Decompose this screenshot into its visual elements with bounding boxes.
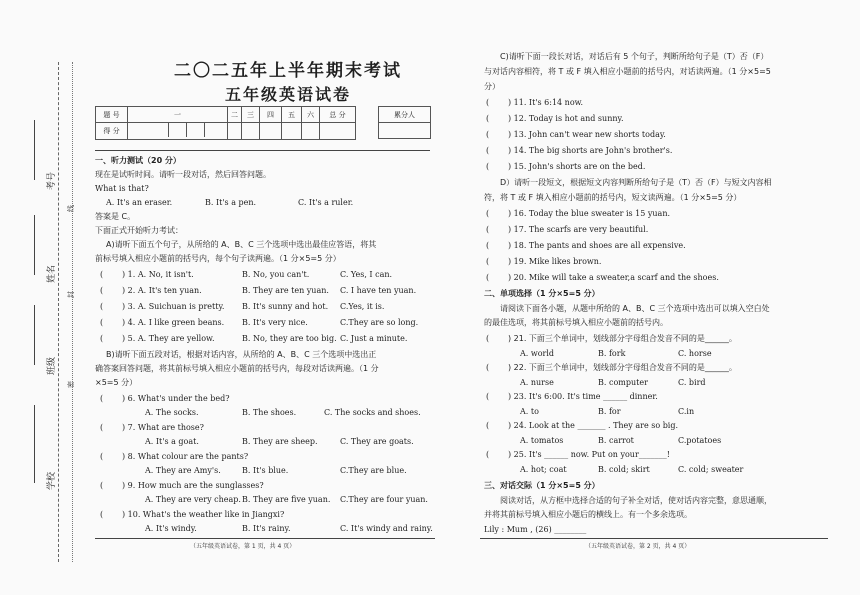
score-header-cell: 三 [242,107,260,123]
footer-divider-2 [480,538,828,539]
score-cell[interactable] [282,123,302,140]
option-c: C. It's windy and rainy. [340,524,433,533]
option-b: B. It's very nice. [242,318,308,327]
answer-bracket[interactable]: ( [100,423,104,432]
score-row-label: 得 分 [96,123,128,140]
grader-cell[interactable] [379,123,431,139]
answer-bracket[interactable]: ( [486,273,490,282]
question-14: ) 14. The big shorts are John's brother's. [508,146,673,155]
part-b-instruction-2: 确答案回答问题，将其前标号填入相应小题前的括号内，每段对话读两遍。（1 分 [95,364,379,373]
option-b: B. They are sheep. [242,437,318,446]
option-b: B. It's rainy. [242,524,291,533]
exam-subtitle: 五年级英语试卷 [224,85,351,104]
question-16: ) 16. Today the blue sweater is 15 yuan. [508,209,671,218]
score-cell[interactable] [302,123,320,140]
part-b-instruction-3: ×5=5 分） [95,378,138,387]
option-c: C. horse [678,349,712,358]
answer-bracket[interactable]: ( [486,421,490,430]
answer-bracket[interactable]: ( [486,334,490,343]
school-blank [34,405,35,483]
grader-table [378,106,431,139]
answer-bracket[interactable]: ( [486,209,490,218]
footer-divider [95,538,435,539]
cut-mark-seal: 封 [67,291,75,298]
exam-no-label: 考号 [47,171,57,190]
score-header-cell: 六 [302,107,320,123]
option-b: B. No, you can't. [242,270,310,279]
option-b: B. carrot [598,436,634,445]
question-21: ) 21. 下面三个单词中，划线部分字母组合发音不同的是______。 [508,334,737,343]
question-22: ) 22. 下面三个单词中，划线部分字母组合发音不同的是______。 [508,363,737,372]
answer-bracket[interactable]: ( [486,241,490,250]
score-header-cell: 四 [260,107,282,123]
question-10: ) 10. What's the weather like in Jiangxi? [122,510,285,519]
question-24: ) 24. Look at the _______ . They are so big. [508,421,679,430]
option-c: C. Just a minute. [340,334,408,343]
divider [95,150,430,151]
option-b: B. It's blue. [242,466,289,475]
question-15: ) 15. John's shorts are on the bed. [508,162,646,171]
score-cell[interactable] [228,123,242,140]
part-c-instruction-3: 分） [484,82,500,91]
grader-label: 累分人 [379,107,431,123]
option-b: B. cold; skirt [598,465,650,474]
option-b: B. They are ten yuan. [242,286,329,295]
question-6: ) 6. What's under the bed? [122,394,230,403]
cut-mark-secret: 密 [67,381,75,388]
question-25: ) 25. It's ______ now. Put on your_______! [508,450,670,459]
option-c: C.They are blue. [340,466,407,475]
option-b: B. It's sunny and hot. [242,302,329,311]
score-cell[interactable] [128,123,228,140]
page-footer-1: （五年级英语试卷，第 1 页，共 4 页） [190,543,296,550]
part-c-instruction-2: 与对话内容相符，将 T 或 F 填入相应小题前的括号内，对话读两遍。（1 分×5=5 [484,67,771,76]
option-b: B. The shoes. [242,408,297,417]
answer-bracket[interactable]: ( [486,162,490,171]
question-9: ) 9. How much are the sunglasses? [122,481,264,490]
option-b: B. fork [598,349,626,358]
answer-bracket[interactable]: ( [486,392,490,401]
question-18: ) 18. The pants and shoes are all expensive. [508,241,686,250]
page-footer-2: （五年级英语试卷，第 2 页，共 4 页） [585,543,691,550]
option-c: C.Yes, it is. [340,302,385,311]
question-8: ) 8. What colour are the pants? [122,452,249,461]
option-c: C.They are so long. [340,318,419,327]
seal-line [72,62,73,562]
question-23: ) 23. It's 6:00. It's time ______ dinner. [508,392,658,401]
answer-bracket[interactable]: ( [100,270,104,279]
score-table [95,106,356,140]
binding-strip [0,0,92,595]
answer-bracket[interactable]: ( [100,510,104,519]
option-c: C.potatoes [678,436,722,445]
answer-bracket[interactable]: ( [100,452,104,461]
part-a-instruction: A)请听下面五个句子，从所给的 A、B、C 三个选项中选出最佳应答语，将其 [106,240,377,249]
name-label: 姓名 [47,264,57,283]
score-cell[interactable] [260,123,282,140]
question-7: ) 7. What are those? [122,423,204,432]
answer-bracket[interactable]: ( [486,130,490,139]
dialogue-line-26: Lily : Mum , (26) ________ [484,525,587,534]
question-2: ) 2. A. It's ten yuan. [122,286,202,295]
part-d-instruction: D）请听一段短文，根据短文内容判断所给句子是（T）否（F）与短文内容相 [500,178,772,187]
score-cell[interactable] [242,123,260,140]
option-a: A. They are Amy's. [145,466,221,475]
score-header-cell: 二 [228,107,242,123]
section-2-instruction: 请阅读下面各小题，从题中所给的 A、B、C 三个选项中选出可以填入空白处 [500,304,770,313]
cut-mark-line: 线 [67,205,75,212]
question-12: ) 12. Today is hot and sunny. [508,114,624,123]
question-4: ) 4. A. I like green beans. [122,318,225,327]
score-header-cell: 总 分 [320,107,356,123]
answer-bracket[interactable]: ( [100,318,104,327]
question-19: ) 19. Mike likes brown. [508,257,602,266]
question-17: ) 17. The scarfs are very beautiful. [508,225,649,234]
answer-bracket[interactable]: ( [486,257,490,266]
part-c-instruction: C)请听下面一段长对话，对话后有 5 个句子，判断所给句子是（T）否（F） [500,52,769,61]
answer-bracket[interactable]: ( [100,334,104,343]
section-3-instruction-2: 并将其前标号填入相应小题后的横线上。有一个多余选项。 [484,510,692,519]
question-3: ) 3. A. Suichuan is pretty. [122,302,225,311]
option-b: B. computer [598,378,648,387]
option-a: A. to [520,407,539,416]
option-c: C. bird [678,378,706,387]
part-b-instruction: B)请听下面五段对话，根据对话内容，从所给的 A、B、C 三个选项中选出正 [106,350,377,359]
section-3-instruction: 阅读对话，从方框中选择合适的句子补全对话，使对话内容完整，意思通顺， [500,496,772,505]
class-blank [34,305,35,365]
cut-line [58,62,59,562]
option-a: A. The socks. [145,408,199,417]
listening-start: 下面正式开始听力考试： [95,226,183,235]
answer-bracket[interactable]: ( [486,450,490,459]
example-question: What is that? [95,184,149,193]
section-3-heading: 三、对话交际（1 分×5=5 分） [484,481,600,490]
answer-bracket[interactable]: ( [100,286,104,295]
question-11: ) 11. It's 6:14 now. [508,98,584,107]
option-c: C. They are goats. [340,437,414,446]
score-cell[interactable] [320,123,356,140]
answer-bracket[interactable]: ( [486,225,490,234]
section-1-heading: 一、听力测试（20 分） [95,156,181,165]
option-a: A. It's windy. [145,524,197,533]
question-5: ) 5. A. They are yellow. [122,334,215,343]
option-c: C. I have ten yuan. [340,286,417,295]
score-header-cell: 五 [282,107,302,123]
section-1-intro: 现在是试听时间。请听一段对话，然后回答问题。 [95,170,271,179]
answer-bracket[interactable]: ( [100,481,104,490]
option-c: C. The socks and shoes. [324,408,421,417]
school-label: 学校 [47,471,57,490]
option-c: C. Yes, I can. [340,270,393,279]
option-a: A. world [520,349,555,358]
answer-bracket[interactable]: ( [486,363,490,372]
option-a: A. It's a goat. [145,437,199,446]
answer-bracket[interactable]: ( [100,394,104,403]
score-header-cell: 题 号 [96,107,128,123]
question-13: ) 13. John can't wear new shorts today. [508,130,666,139]
exam-title: 二〇二五年上半年期末考试 [174,61,402,81]
option-b: B. They are five yuan. [242,495,331,504]
example-option-b: B. It's a pen. [205,198,257,207]
option-c: C. cold; sweater [678,465,744,474]
option-a: A. They are very cheap. [145,495,241,504]
option-a: A. hot; coat [520,465,567,474]
example-option-c: C. It's a ruler. [298,198,354,207]
part-a-instruction-2: 前标号填入相应小题前的括号内，每个句子读两遍。（1 分×5=5 分） [95,254,341,263]
example-answer: 答案是 C。 [95,212,136,221]
exam-no-blank [34,120,35,180]
option-b: B. for [598,407,621,416]
answer-bracket[interactable]: ( [486,114,490,123]
answer-bracket[interactable]: ( [100,302,104,311]
example-option-a: A. It's an eraser. [106,198,173,207]
question-20: ) 20. Mike will take a sweater,a scarf and the shoes. [508,273,719,282]
question-1: ) 1. A. No, it isn't. [122,270,194,279]
name-blank [34,215,35,275]
option-b: B. No, they are too big. [242,334,337,343]
option-c: C.They are four yuan. [340,495,428,504]
score-header-cell: 一 [128,107,228,123]
option-c: C.in [678,407,695,416]
part-d-instruction-2: 符，将 T 或 F 填入相应小题前的括号内，短文读两遍。（1 分×5=5 分） [484,193,742,202]
answer-bracket[interactable]: ( [486,146,490,155]
class-label: 班级 [47,356,57,375]
section-2-instruction-2: 的最佳选项，将其前标号填入相应小题前的括号内。 [484,318,668,327]
answer-bracket[interactable]: ( [486,98,490,107]
option-a: A. tomatos [520,436,564,445]
option-a: A. nurse [520,378,554,387]
section-2-heading: 二、单项选择（1 分×5=5 分） [484,289,600,298]
